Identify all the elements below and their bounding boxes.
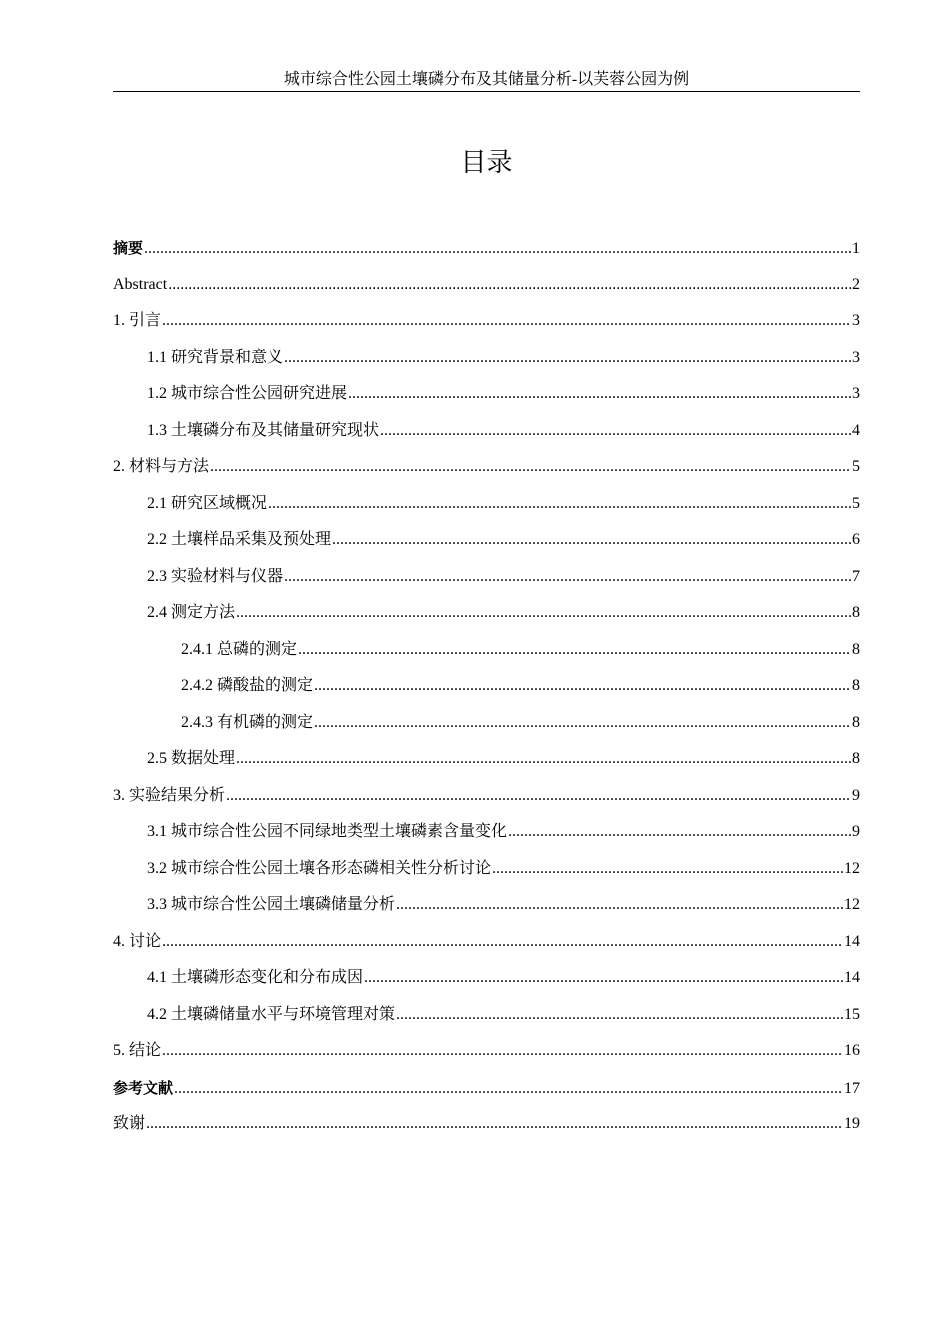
toc-entry-label: 2.4.1 总磷的测定	[181, 640, 298, 658]
toc-page-number: 12	[844, 859, 860, 877]
toc-entry-label: 2.2 土壤样品采集及预处理	[147, 531, 332, 548]
toc-entry[interactable]	[113, 859, 860, 896]
toc-dot-leader	[380, 421, 851, 441]
toc-page-number: 1	[852, 240, 860, 257]
toc-entry-label: Abstract	[113, 275, 168, 293]
toc-entry-label: 4.1 土壤磷形态变化和分布成因	[147, 969, 364, 986]
toc-dot-leader	[508, 822, 851, 842]
toc-dot-leader	[492, 859, 843, 879]
toc-dot-leader	[236, 603, 851, 623]
toc-page-number: 14	[844, 969, 860, 986]
toc-page-number: 17	[844, 1079, 860, 1097]
toc-entry[interactable]	[113, 311, 860, 348]
toc-entry[interactable]	[113, 640, 860, 677]
toc-dot-leader	[332, 530, 851, 550]
toc-entry[interactable]	[113, 786, 860, 823]
toc-page-number: 3	[852, 312, 860, 329]
toc-dot-leader	[168, 275, 851, 295]
toc-entry-label: 3.1 城市综合性公园不同绿地类型土壤磷素含量变化	[147, 823, 508, 840]
toc-dot-leader	[298, 640, 851, 660]
toc-dot-leader	[314, 676, 851, 696]
toc-page-number: 5	[852, 494, 860, 512]
toc-entry[interactable]	[113, 567, 860, 604]
toc-page-number: 3	[852, 348, 860, 366]
toc-entry[interactable]	[113, 494, 860, 531]
toc-page-number: 8	[852, 677, 860, 694]
toc-entry-label: 2.4.2 磷酸盐的测定	[181, 677, 314, 694]
toc-dot-leader	[268, 494, 851, 514]
toc-entry[interactable]	[113, 238, 860, 275]
toc-entry-label: 致谢	[113, 1115, 146, 1132]
toc-dot-leader	[146, 1114, 843, 1134]
toc-page-number: 8	[852, 604, 860, 621]
toc-entry-label: 3.3 城市综合性公园土壤磷储量分析	[147, 896, 396, 913]
toc-entry[interactable]	[113, 1005, 860, 1042]
toc-page-number: 14	[844, 932, 860, 950]
toc-dot-leader	[284, 348, 851, 368]
toc-title: 目录	[460, 148, 513, 177]
toc-dot-leader	[174, 1079, 843, 1099]
toc-entry[interactable]	[113, 275, 860, 312]
toc-page-number: 4	[852, 421, 860, 439]
toc-entry-label: 2.1 研究区域概况	[147, 494, 268, 512]
toc-entry-label: 1. 引言	[113, 312, 162, 329]
toc-dot-leader	[162, 311, 851, 331]
toc-dot-leader	[210, 457, 851, 477]
header-rule	[113, 91, 860, 92]
toc-entry[interactable]	[113, 968, 860, 1005]
toc-entry[interactable]	[113, 676, 860, 713]
toc-dot-leader	[226, 786, 851, 806]
toc-page-number: 8	[852, 750, 860, 767]
toc-entry[interactable]	[113, 348, 860, 385]
toc-entry-label: 摘要	[113, 239, 144, 257]
toc-entry-label: 1.2 城市综合性公园研究进展	[147, 385, 348, 402]
toc-entry[interactable]	[113, 713, 860, 750]
toc-dot-leader	[162, 932, 843, 952]
toc-entry[interactable]	[113, 822, 860, 859]
toc-page-number: 19	[844, 1115, 860, 1132]
toc-entry-label: 2.3 实验材料与仪器	[147, 567, 284, 585]
running-header: 城市综合性公园土壤磷分布及其储量分析-以芙蓉公园为例	[283, 71, 690, 88]
toc-dot-leader	[236, 749, 851, 769]
toc-page-number: 9	[852, 786, 860, 804]
toc-entry-label: 1.1 研究背景和意义	[147, 348, 284, 366]
toc-dot-leader	[364, 968, 843, 988]
toc-entry-label: 2.4 测定方法	[147, 604, 236, 621]
toc-page-number: 2	[852, 275, 860, 293]
toc-entry[interactable]	[113, 457, 860, 494]
toc-entry[interactable]	[113, 1041, 860, 1078]
toc-page-number: 8	[852, 713, 860, 731]
toc-page-number: 5	[852, 458, 860, 475]
toc-entry[interactable]	[113, 1078, 860, 1115]
toc-entry[interactable]	[113, 421, 860, 458]
toc-page-number: 8	[852, 640, 860, 658]
toc-entry-label: 1.3 土壤磷分布及其储量研究现状	[147, 421, 380, 439]
toc-entry-label: 4.2 土壤磷储量水平与环境管理对策	[147, 1005, 396, 1023]
toc-dot-leader	[396, 1005, 843, 1025]
toc-entry[interactable]	[113, 749, 860, 786]
toc-page-number: 7	[852, 567, 860, 585]
toc-entry-label: 3.2 城市综合性公园土壤各形态磷相关性分析讨论	[147, 859, 492, 877]
toc-entry-label: 参考文献	[113, 1078, 174, 1097]
toc-entry-label: 3. 实验结果分析	[113, 786, 226, 804]
toc-page-number: 15	[844, 1005, 860, 1023]
toc-page-number: 12	[844, 896, 860, 913]
toc-entry[interactable]	[113, 603, 860, 640]
toc-page-number: 9	[852, 823, 860, 840]
toc-dot-leader	[284, 567, 851, 587]
toc-entry[interactable]	[113, 530, 860, 567]
toc-entry-label: 2.4.3 有机磷的测定	[181, 713, 314, 731]
toc-entry-label: 4. 讨论	[113, 932, 162, 950]
toc-entry[interactable]	[113, 1114, 860, 1151]
toc-dot-leader	[396, 895, 843, 915]
toc-entry-label: 5. 结论	[113, 1042, 162, 1059]
toc-dot-leader	[314, 713, 851, 733]
toc-entry[interactable]	[113, 384, 860, 421]
toc-dot-leader	[348, 384, 851, 404]
toc-entry[interactable]	[113, 932, 860, 969]
toc-entry-label: 2. 材料与方法	[113, 458, 210, 475]
toc-page-number: 6	[852, 531, 860, 548]
table-of-contents	[113, 238, 860, 1151]
toc-page-number: 16	[844, 1042, 860, 1059]
toc-dot-leader	[162, 1041, 843, 1061]
toc-page-number: 3	[852, 385, 860, 402]
toc-dot-leader	[144, 239, 851, 259]
toc-entry[interactable]	[113, 895, 860, 932]
toc-entry-label: 2.5 数据处理	[147, 750, 236, 767]
